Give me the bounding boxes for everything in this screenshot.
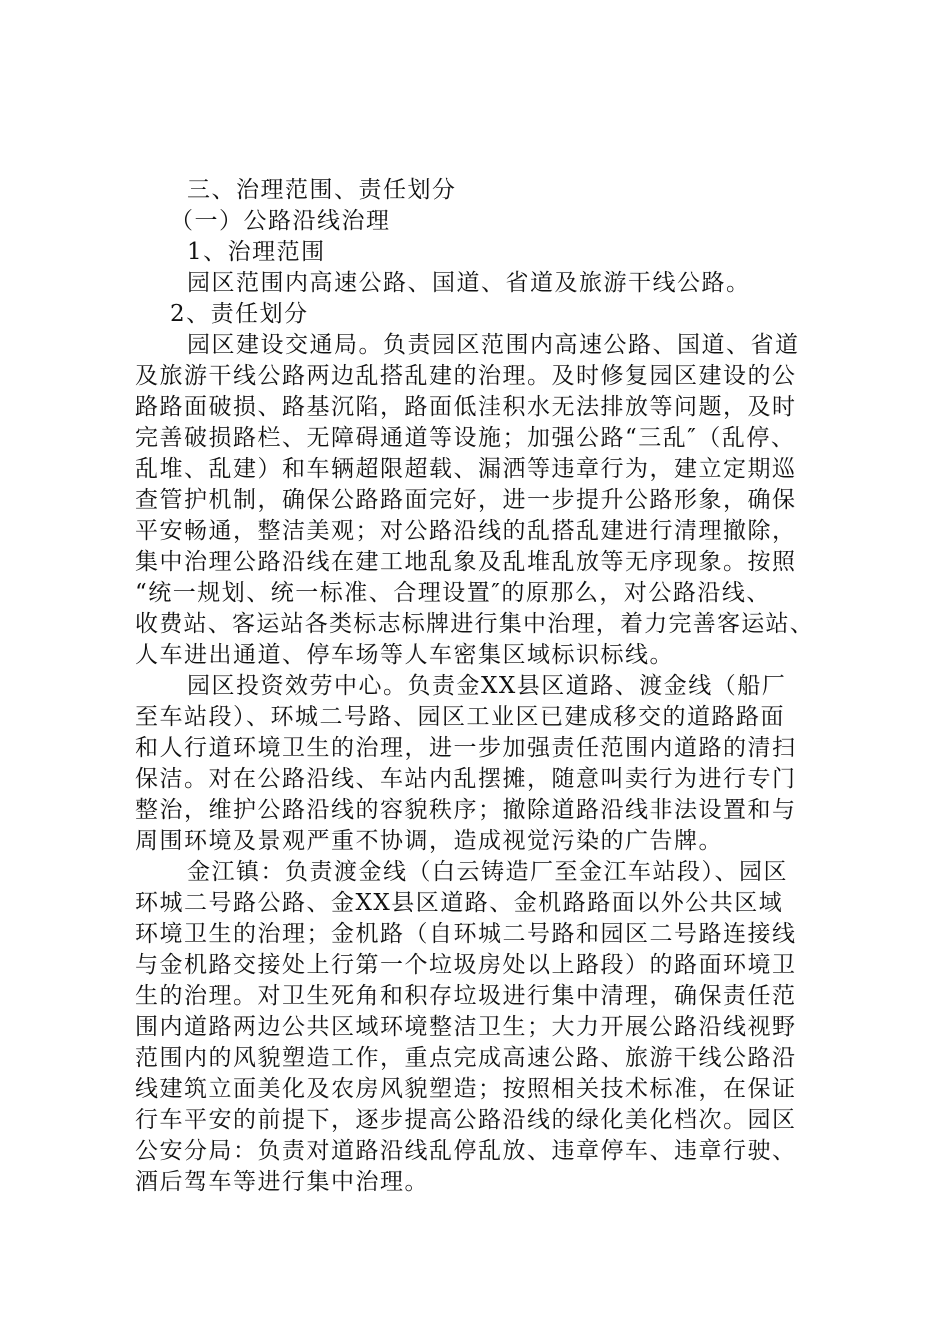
item-heading-responsibility: 2、责任划分: [170, 301, 309, 327]
paragraph-line: 线建筑立面美化及农房风貌塑造；按照相关技术标准，在保证: [135, 1076, 797, 1102]
paragraph-line: 查管护机制，确保公路路面完好，进一步提升公路形象，确保: [135, 487, 797, 513]
paragraph-line: 周围环境及景观严重不协调，造成视觉污染的广告牌。: [135, 828, 723, 854]
paragraph-line: 生的治理。对卫生死角和积存垃圾进行集中清理，确保责任范: [135, 983, 797, 1009]
paragraph-line: 围内道路两边公共区域环境整洁卫生；大力开展公路沿线视野: [135, 1014, 797, 1040]
paragraph-line: 和人行道环境卫生的治理，进一步加强责任范围内道路的清扫: [135, 735, 797, 761]
paragraph-line: “统一规划、统一标准、合理设置″的原那么，对公路沿线、: [135, 580, 771, 606]
paragraph-line: 至车站段）、环城二号路、园区工业区已建成移交的道路路面: [135, 704, 785, 730]
paragraph-line: 完善破损路栏、无障碍通道等设施；加强公路“三乱″（乱停、: [135, 425, 796, 451]
section-heading: 三、治理范围、责任划分: [187, 177, 457, 203]
paragraph-line: 及旅游干线公路两边乱搭乱建的治理。及时修复园区建设的公: [135, 363, 797, 389]
subsection-heading: （一）公路沿线治理: [170, 208, 391, 234]
paragraph-line: 收费站、客运站各类标志标牌进行集中治理，着力完善客运站、: [135, 611, 814, 637]
paragraph-line: 金江镇：负责渡金线（白云铸造厂至金江车站段）、园区: [187, 859, 788, 885]
scope-text: 园区范围内高速公路、国道、省道及旅游干线公路。: [187, 270, 751, 296]
item-heading-scope: 1、治理范围: [187, 239, 326, 265]
paragraph-line: 乱堆、乱建）和车辆超限超载、漏洒等违章行为，建立定期巡: [135, 456, 797, 482]
paragraph-line: 集中治理公路沿线在建工地乱象及乱堆乱放等无序现象。按照: [135, 549, 797, 575]
paragraph-line: 人车进出通道、停车场等人车密集区域标识标线。: [135, 642, 674, 668]
paragraph-line: 公安分局：负责对道路沿线乱停乱放、违章停车、违章行驶、: [135, 1138, 797, 1164]
paragraph-line: 路路面破损、路基沉陷，路面低洼积水无法排放等问题，及时: [135, 394, 797, 420]
paragraph-line: 酒后驾车等进行集中治理。: [135, 1169, 429, 1195]
paragraph-line: 环城二号路公路、金XX县区道路、金机路路面以外公共区域: [135, 890, 784, 916]
paragraph-line: 保洁。对在公路沿线、车站内乱摆摊，随意叫卖行为进行专门: [135, 766, 797, 792]
paragraph-line: 行车平安的前提下，逐步提高公路沿线的绿化美化档次。园区: [135, 1107, 797, 1133]
paragraph-line: 整治，维护公路沿线的容貌秩序；撤除道路沿线非法设置和与: [135, 797, 797, 823]
paragraph-line: 园区建设交通局。负责园区范围内高速公路、国道、省道: [187, 332, 800, 358]
paragraph-line: 与金机路交接处上行第一个垃圾房处以上路段）的路面环境卫: [135, 952, 797, 978]
paragraph-line: 平安畅通，整洁美观；对公路沿线的乱搭乱建进行清理撤除，: [135, 518, 797, 544]
paragraph-line: 园区投资效劳中心。负责金XX县区道路、渡金线（船厂: [187, 673, 787, 699]
paragraph-line: 范围内的风貌塑造工作，重点完成高速公路、旅游干线公路沿: [135, 1045, 797, 1071]
paragraph-line: 环境卫生的治理；金机路（自环城二号路和园区二号路连接线: [135, 921, 797, 947]
